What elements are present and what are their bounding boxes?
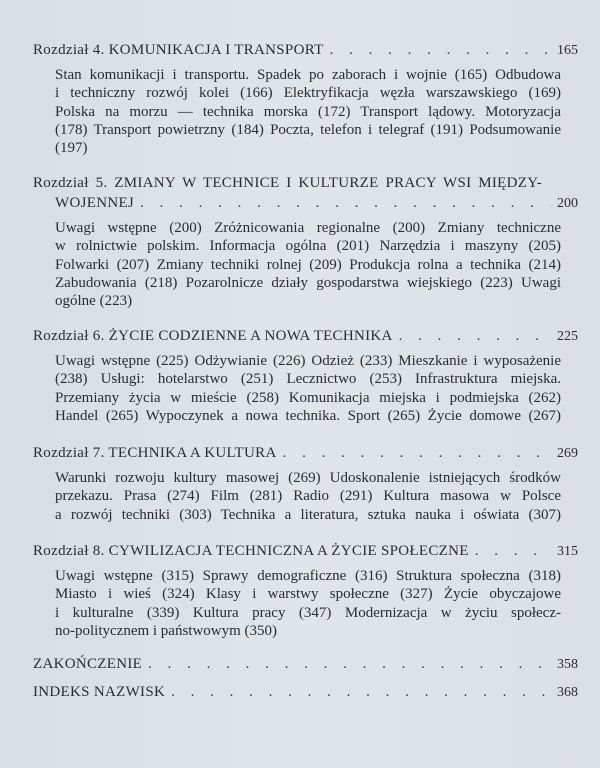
chapter-heading [33, 326, 578, 347]
chapter-title: Rozdział 5. ZMIANY W TECHNICE I KULTURZE PRACY WSI MIĘDZY- [33, 175, 542, 191]
toc-chapter-5 [33, 173, 578, 310]
chapter-contents [55, 352, 561, 425]
chapter-contents [55, 66, 561, 157]
endmatter-title: INDEKS NAZWISK [33, 684, 166, 700]
endmatter-title: ZAKOŃCZENIE [33, 656, 143, 672]
toc-chapter-4 [33, 40, 578, 157]
toc-chapter-8 [33, 541, 578, 640]
chapter-contents [55, 469, 561, 524]
chapter-title: Rozdział 6. ŻYCIE CODZIENNE A NOWA TECHNIKA [33, 328, 393, 344]
page-number: 358 [557, 657, 578, 672]
chapter-heading-continued [33, 193, 578, 214]
page-number: 200 [557, 196, 578, 211]
contents-line: Miasto i wieś (324) Klasy i warstwy społeczne (327) Życie obyczajowe [55, 586, 561, 603]
endmatter-heading [33, 682, 578, 703]
contents-line: no-politycznem i państwowym (350) [55, 622, 278, 639]
chapter-contents [55, 567, 561, 640]
leader-dots [399, 326, 551, 346]
leader-dots [148, 654, 551, 674]
contents-line: (178) Transport powietrzny (184) Poczta, telefon i telegraf (191) Podsumowanie [55, 121, 561, 138]
contents-line: Stan komunikacji i transportu. Spadek po zaborach i wojnie (165) Odbudowa [55, 67, 561, 83]
leader-dots [171, 682, 551, 702]
leader-dots [475, 541, 551, 561]
page-number: 225 [557, 329, 578, 344]
chapter-heading [33, 541, 578, 562]
contents-line: Handel (265) Wypoczynek a nowa technika. Sport (265) Życie domowe (267) [55, 407, 561, 424]
page-number: 165 [557, 43, 578, 58]
leader-dots [140, 193, 551, 213]
page-number: 315 [557, 544, 578, 559]
chapter-heading [33, 443, 578, 464]
page-number: 368 [557, 685, 578, 700]
leader-dots [283, 443, 551, 463]
contents-line: Polska na morzu — technika morska (172) Transport lądowy. Motoryzacja [55, 103, 561, 120]
chapter-heading [33, 40, 578, 61]
page-number: 269 [557, 446, 578, 461]
toc-conclusion [33, 654, 578, 675]
contents-line: Uwagi wstępne (200) Zróżnicowania regionalne (200) Zmiany techniczne [55, 220, 561, 236]
contents-line: Zabudowania (218) Pozarolnicze działy gospodarstwa wiejskiego (223) Uwagi [55, 274, 561, 291]
contents-line: w rolnictwie polskim. Informacja ogólna (201) Narzędzia i maszyny (205) [55, 238, 561, 255]
contents-line: Folwarki (207) Zmiany techniki rolnej (209) Produkcja rolna a technika (214) [55, 256, 561, 273]
leader-dots [330, 40, 551, 60]
toc-chapter-7 [33, 443, 578, 524]
toc-name-index [33, 682, 578, 703]
contents-line: (238) Usługi: hotelarstwo (251) Lecznictwo (253) Infrastruktura miejska. [55, 371, 561, 388]
chapter-title: Rozdział 8. CYWILIZACJA TECHNICZNA A ŻYCIE SPOŁECZNE [33, 543, 469, 559]
contents-line: Uwagi wstępne (225) Odżywianie (226) Odzież (233) Mieszkanie i wyposażenie [55, 353, 561, 369]
endmatter-heading [33, 654, 578, 675]
chapter-contents [55, 219, 561, 310]
contents-line: przekazu. Prasa (274) Film (281) Radio (291) Kultura masowa w Polsce [55, 488, 561, 505]
contents-line: i techniczny rozwój kolei (166) Elektryfikacja węzła warszawskiego (169) [55, 85, 561, 102]
contents-line: a rozwój techniki (303) Technika a literatura, sztuka nauka i oświata (307) [55, 506, 561, 523]
chapter-title-continued: WOJENNEJ [55, 195, 135, 211]
contents-line: Przemiany życia w mieście (258) Komunikacja miejska i podmiejska (262) [55, 389, 561, 406]
toc-chapter-6 [33, 326, 578, 425]
contents-line: Warunki rozwoju kultury masowej (269) Udoskonalenie istniejących środków [55, 470, 561, 486]
contents-line: (197) [55, 140, 88, 157]
contents-line: Uwagi wstępne (315) Sprawy demograficzne (316) Struktura społeczna (318) [55, 568, 561, 584]
chapter-title: Rozdział 7. TECHNIKA A KULTURA [33, 445, 277, 461]
contents-line: ogólne (223) [55, 293, 133, 310]
chapter-heading [33, 173, 578, 193]
contents-line: i kulturalne (339) Kultura pracy (347) Modernizacja w życiu społecz- [55, 604, 561, 621]
chapter-title: Rozdział 4. KOMUNIKACJA I TRANSPORT [33, 42, 324, 58]
